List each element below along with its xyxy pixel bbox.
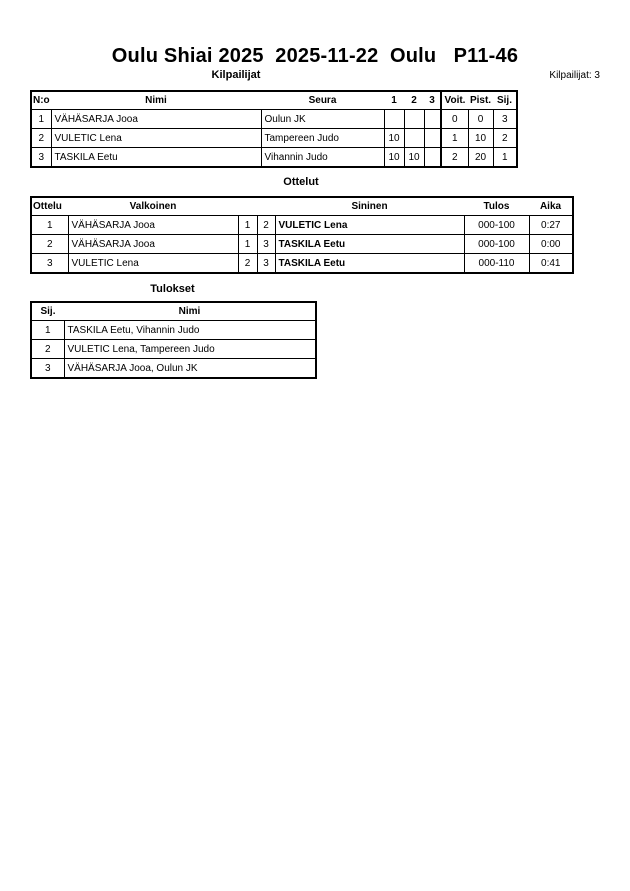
col-header-nimi: Nimi [178, 306, 201, 317]
table-row [31, 235, 573, 254]
result-name-club: TASKILA Eetu, Vihannin Judo [64, 321, 316, 340]
blue-player-name: VULETIC Lena [275, 216, 464, 235]
competitor-number: 3 [31, 148, 51, 168]
blue-player-name: TASKILA Eetu [275, 254, 464, 274]
result-place: 2 [31, 340, 64, 359]
wins-value: 2 [441, 148, 468, 168]
col-header-ottelu: Ottelu [33, 201, 62, 212]
page-title: Oulu Shiai 2025 2025-11-22 Oulu P11-46 [111, 45, 519, 67]
round1-score: 10 [384, 148, 404, 168]
col-header-round1: 1 [391, 95, 397, 106]
table-row [31, 359, 316, 379]
table-row [31, 340, 316, 359]
col-header-voit: Voit. [441, 91, 468, 110]
competitor-name: TASKILA Eetu [51, 148, 261, 168]
kilpailijat-table [30, 90, 518, 168]
round2-score [404, 129, 424, 148]
competitor-club: Tampereen Judo [261, 129, 384, 148]
competitor-number: 2 [31, 129, 51, 148]
round3-score [424, 148, 441, 168]
competitor-name: VÄHÄSARJA Jooa [51, 110, 261, 129]
table-row [31, 148, 517, 168]
result-place: 3 [31, 359, 64, 379]
round2-score: 10 [404, 148, 424, 168]
competitors-count: Kilpailijat: 3 [549, 70, 600, 81]
round1-score: 10 [384, 129, 404, 148]
match-time: 0:00 [529, 235, 573, 254]
ottelut-header-row [31, 197, 573, 216]
place-value: 2 [493, 129, 517, 148]
competitor-club: Oulun JK [261, 110, 384, 129]
white-player-name: VULETIC Lena [68, 254, 238, 274]
match-number: 1 [31, 216, 68, 235]
wins-value: 0 [441, 110, 468, 129]
blue-player-number: 2 [257, 216, 275, 235]
white-player-number: 1 [238, 216, 257, 235]
col-header-aika: Aika [539, 201, 562, 212]
col-header-sij: Sij. [496, 95, 512, 106]
round3-score [424, 129, 441, 148]
table-row [31, 110, 517, 129]
place-value: 1 [493, 148, 517, 168]
col-header-blue-number [257, 197, 275, 216]
place-value: 3 [493, 110, 517, 129]
result-name-club: VÄHÄSARJA Jooa, Oulun JK [64, 359, 316, 379]
kilpailijat-header-row [31, 91, 517, 110]
page-subtitle: Kilpailijat [211, 69, 261, 81]
points-value: 20 [468, 148, 493, 168]
white-player-number: 2 [238, 254, 257, 274]
match-time: 0:41 [529, 254, 573, 274]
white-player-name: VÄHÄSARJA Jooa [68, 216, 238, 235]
table-row [31, 216, 573, 235]
points-value: 10 [468, 129, 493, 148]
col-header-valkoinen: Valkoinen [129, 201, 177, 212]
col-header-sininen: Sininen [351, 201, 388, 212]
white-player-number: 1 [238, 235, 257, 254]
blue-player-number: 3 [257, 254, 275, 274]
col-header-tulos: Tulos [483, 201, 510, 212]
table-row [31, 129, 517, 148]
competitor-number: 1 [31, 110, 51, 129]
col-header-no: N:o [33, 95, 50, 106]
blue-player-name: TASKILA Eetu [275, 235, 464, 254]
col-header-round3: 3 [429, 95, 435, 106]
match-score: 000-110 [464, 254, 529, 274]
match-score: 000-100 [464, 235, 529, 254]
white-player-name: VÄHÄSARJA Jooa [68, 235, 238, 254]
wins-value: 1 [441, 129, 468, 148]
col-header-pist: Pist. [469, 95, 492, 106]
result-place: 1 [31, 321, 64, 340]
match-number: 2 [31, 235, 68, 254]
table-row [31, 254, 573, 274]
round1-score [384, 110, 404, 129]
competitor-name: VULETIC Lena [51, 129, 261, 148]
points-value: 0 [468, 110, 493, 129]
result-name-club: VULETIC Lena, Tampereen Judo [64, 340, 316, 359]
col-header-sij: Sij. [40, 306, 56, 317]
round3-score [424, 110, 441, 129]
tulokset-heading: Tulokset [150, 283, 195, 295]
ottelut-heading: Ottelut [283, 176, 319, 188]
match-score: 000-100 [464, 216, 529, 235]
col-header-round2: 2 [411, 95, 417, 106]
competitor-club: Vihannin Judo [261, 148, 384, 168]
col-header-seura: Seura [308, 95, 337, 106]
round2-score [404, 110, 424, 129]
col-header-nimi: Nimi [145, 95, 167, 106]
ottelut-table [30, 196, 574, 274]
blue-player-number: 3 [257, 235, 275, 254]
table-row [31, 321, 316, 340]
match-number: 3 [31, 254, 68, 274]
match-time: 0:27 [529, 216, 573, 235]
tulokset-header-row [31, 302, 316, 321]
col-header-white-number [238, 197, 257, 216]
tulokset-table [30, 301, 317, 379]
